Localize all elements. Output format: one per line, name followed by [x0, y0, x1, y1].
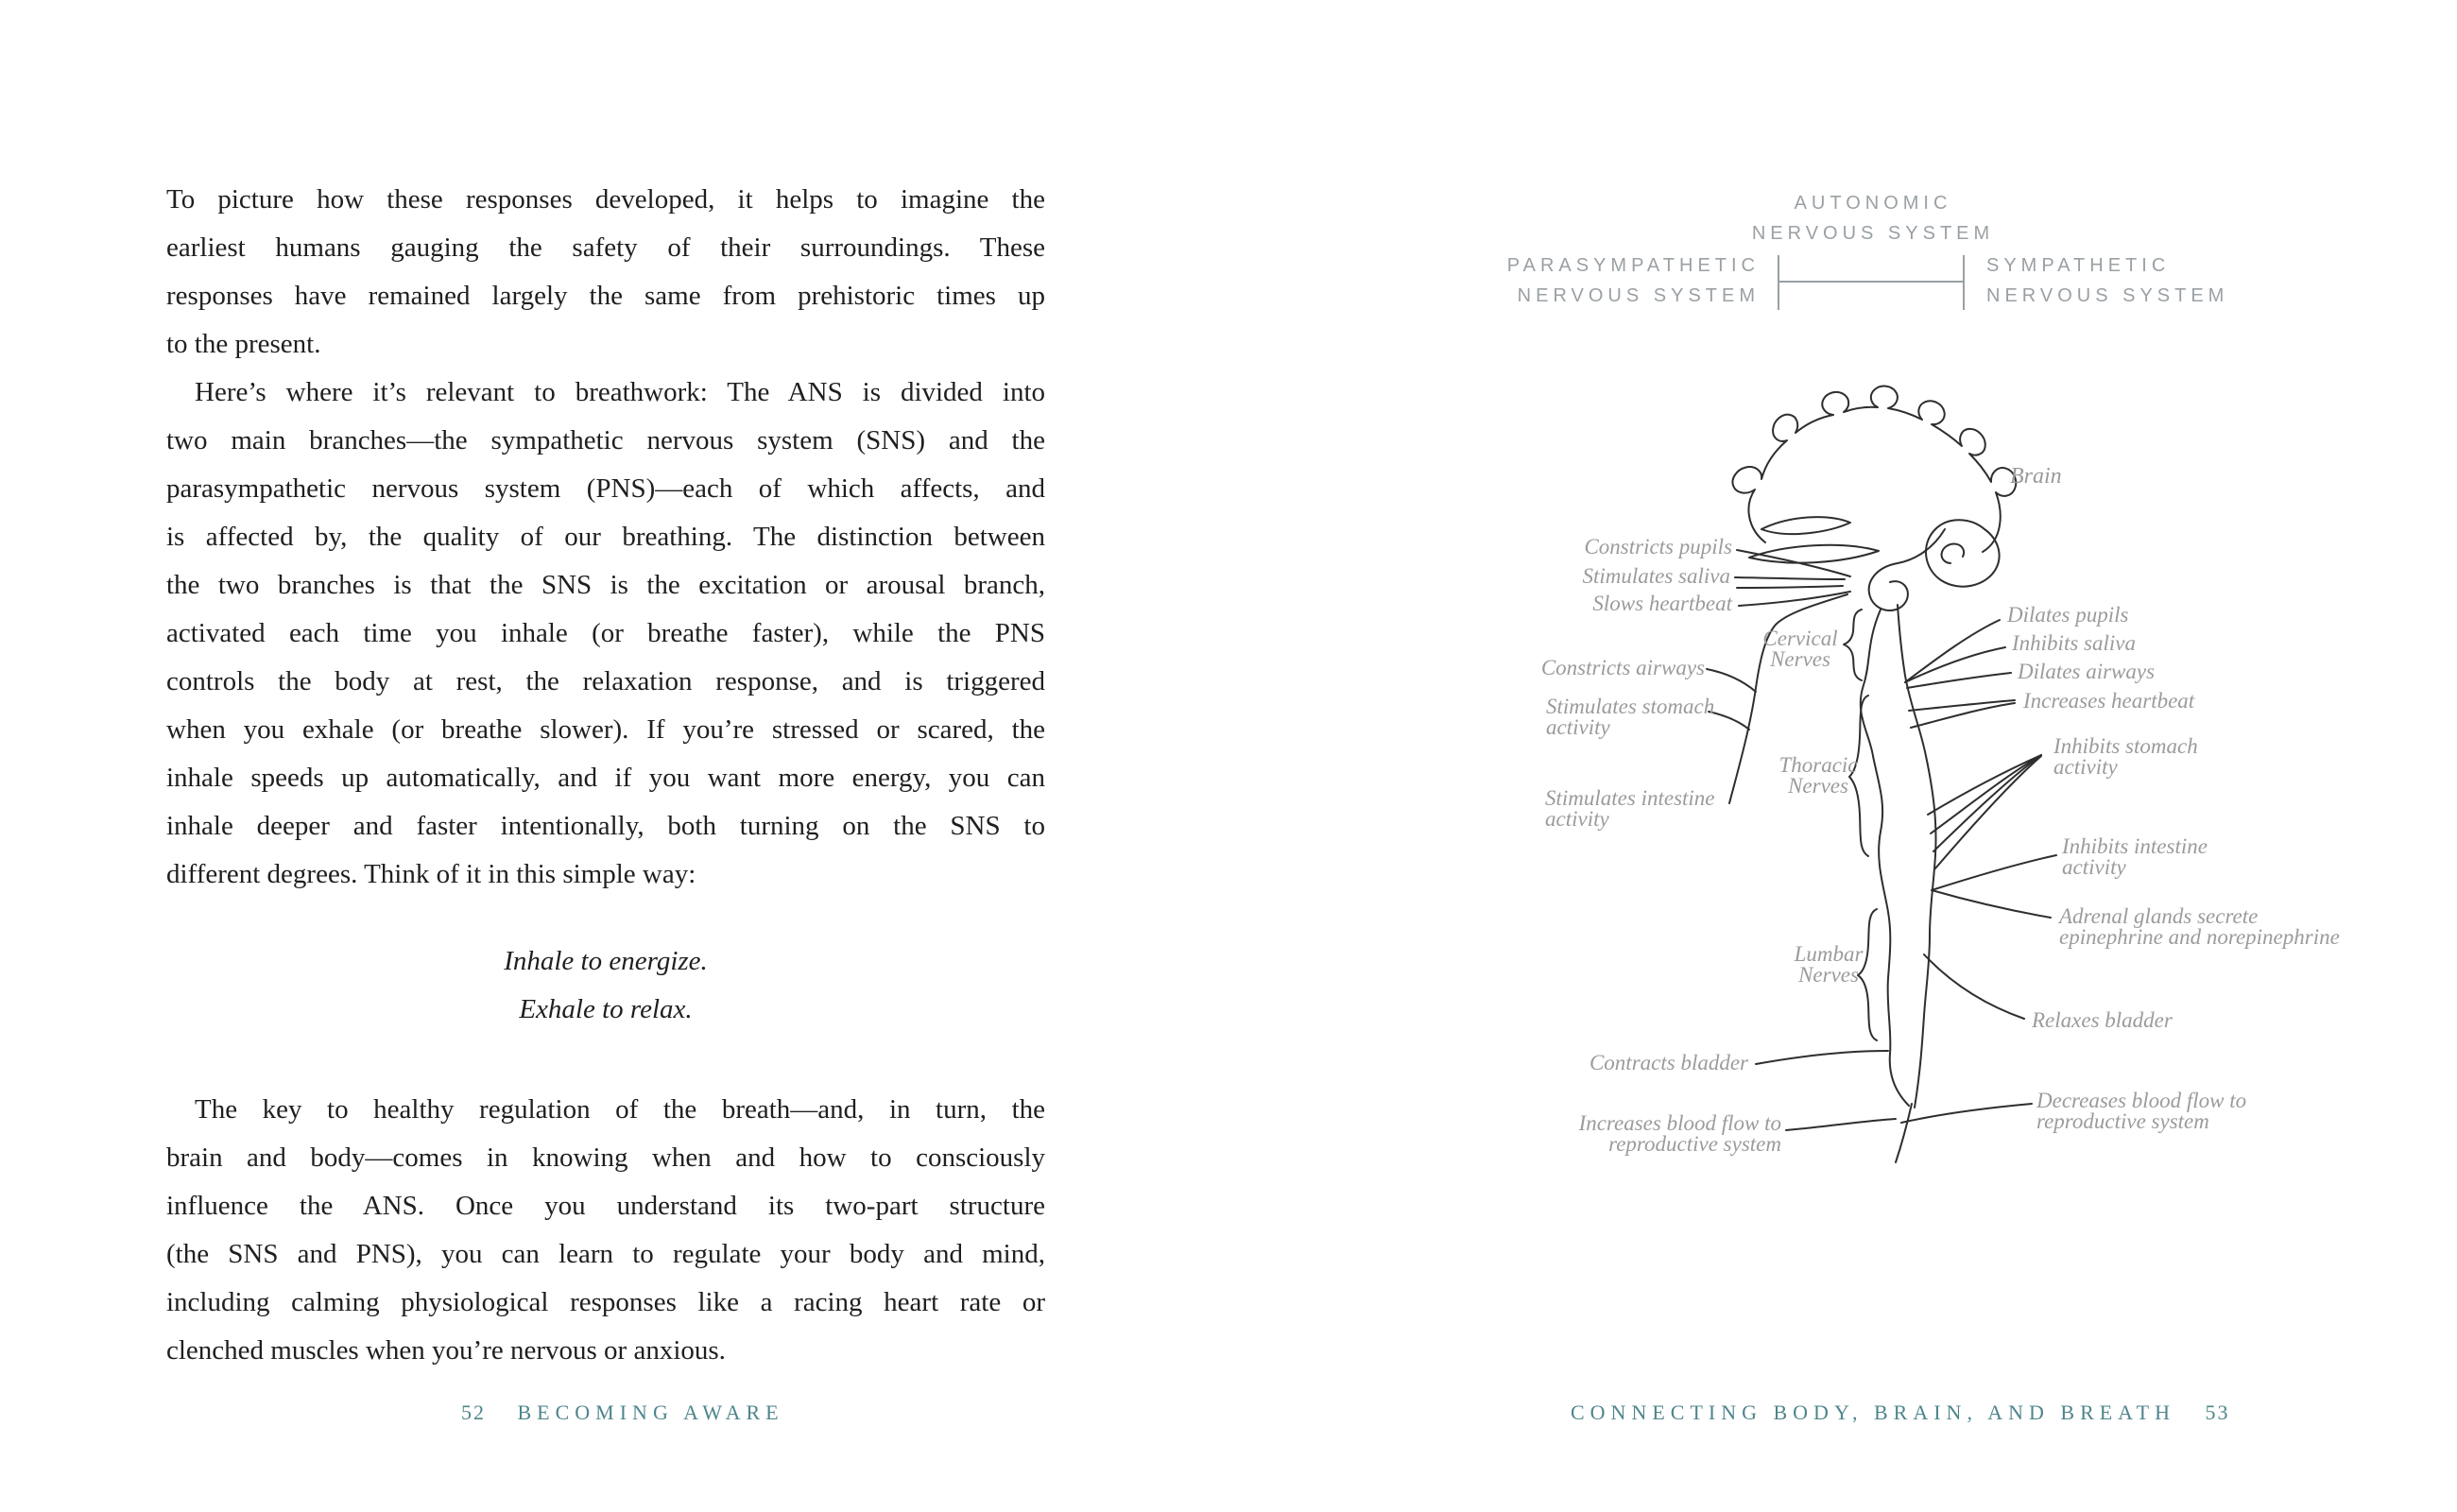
branch-inhibits-stomach-3 — [1933, 755, 2041, 851]
branch-inhibits-intestine — [1932, 855, 2056, 890]
header-bracket — [1778, 255, 1964, 310]
branch-stimulates-saliva-b — [1737, 586, 1843, 588]
body-text-line: To picture how these responses developed, it helps to imagine the — [166, 184, 1045, 215]
body-text-line: activated each time you inhale (or breathe faster), while the PNS — [166, 618, 1045, 648]
branch-adrenal-glands — [1932, 890, 2051, 918]
label-stimulates-intestine-line2: activity — [1545, 807, 1609, 831]
header-parasympathetic-line2: NERVOUS SYSTEM — [1517, 285, 1760, 306]
body-text-line: controls the body at rest, the relaxation response, and is triggered — [166, 666, 1045, 696]
label-increases-heartbeat: Increases heartbeat — [2023, 689, 2195, 713]
body-text-line: the two branches is that the SNS is the excitation or arousal branch, — [166, 570, 1045, 600]
spinal-cord-left-line — [1861, 610, 1909, 1106]
label-slows-heartbeat: Slows heartbeat — [1592, 592, 1732, 615]
label-stimulates-stomach-line2: activity — [1546, 715, 1610, 739]
body-text-line: earliest humans gauging the safety of their surroundings. These — [166, 232, 1045, 263]
header-autonomic-line1: AUTONOMIC — [1794, 193, 1952, 214]
body-text-line: responses have remained largely the same from prehistoric times up — [166, 281, 1045, 311]
label-inhibits-stomach-line2: activity — [2053, 755, 2118, 779]
label-lumbar-nerves-line2: Nerves — [1798, 963, 1859, 987]
label-stimulates-intestine-line1: Stimulates intestine — [1545, 786, 1715, 810]
label-stimulates-saliva: Stimulates saliva — [1582, 564, 1730, 588]
branch-constricts-airways — [1707, 669, 1756, 692]
branch-decreases-blood-flow — [1901, 1104, 2032, 1123]
body-text-line: Here’s where it’s relevant to breathwork: The ANS is divided into — [195, 377, 1045, 407]
branch-stimulates-saliva-a — [1735, 577, 1845, 579]
label-adrenal-glands-line2: epinephrine and norepinephrine — [2059, 925, 2340, 949]
label-decreases-blood-flow-line2: reproductive system — [2036, 1109, 2209, 1133]
label-lumbar-nerves-line1: Lumbar — [1794, 942, 1864, 966]
branch-relaxes-bladder — [1924, 954, 2024, 1019]
label-thoracic-nerves-line2: Nerves — [1788, 774, 1848, 798]
header-sympathetic-line1: SYMPATHETIC — [1986, 255, 2171, 276]
body-text-line: different degrees. Think of it in this simple way: — [166, 859, 696, 889]
body-text-line: inhale speeds up automatically, and if you want more energy, you can — [166, 763, 1045, 793]
body-text-line: inhale deeper and faster intentionally, both turning on the SNS to — [166, 811, 1045, 841]
body-text-line: (the SNS and PNS), you can learn to regulate your body and mind, — [166, 1239, 1045, 1269]
running-title-left: BECOMING AWARE — [517, 1400, 784, 1424]
header-sympathetic-line2: NERVOUS SYSTEM — [1986, 285, 2229, 306]
pull-quote-line: Inhale to energize. — [504, 946, 708, 976]
branch-increases-blood-flow — [1786, 1119, 1896, 1130]
label-cervical-nerves-line1: Cervical — [1762, 627, 1838, 650]
branch-increases-heartbeat-b — [1911, 703, 2015, 728]
running-title-right: CONNECTING BODY, BRAIN, AND BREATH — [1571, 1400, 2175, 1424]
label-inhibits-saliva: Inhibits saliva — [2012, 631, 2136, 655]
branch-inhibits-saliva — [1905, 647, 2005, 682]
branch-stimulates-stomach — [1709, 712, 1749, 730]
body-text-line: including calming physiological responses like a racing heart rate or — [166, 1287, 1045, 1317]
label-inhibits-intestine-line1: Inhibits intestine — [2062, 834, 2208, 858]
label-constricts-pupils: Constricts pupils — [1584, 535, 1732, 558]
page-number-right: 53 — [2205, 1400, 2230, 1424]
label-inhibits-intestine-line2: activity — [2062, 855, 2126, 879]
label-constricts-airways: Constricts airways — [1540, 656, 1705, 679]
label-thoracic-nerves-line1: Thoracic — [1778, 753, 1858, 777]
label-dilates-airways: Dilates airways — [2018, 660, 2156, 683]
spinal-cord-tail — [1896, 1104, 1912, 1162]
header-parasympathetic-line1: PARASYMPATHETIC — [1506, 255, 1760, 276]
spinal-cord-right-line — [1898, 605, 1936, 1108]
page-number-left: 52 — [461, 1400, 486, 1424]
cervical-brace — [1844, 610, 1862, 680]
branch-inhibits-stomach-4 — [1935, 756, 2041, 868]
label-dilates-pupils: Dilates pupils — [2007, 603, 2129, 627]
body-text-line: clenched muscles when you’re nervous or anxious. — [166, 1335, 726, 1366]
label-cervical-nerves-line2: Nerves — [1770, 647, 1830, 671]
branch-contracts-bladder — [1756, 1051, 1888, 1064]
pull-quote-line: Exhale to relax. — [519, 994, 693, 1024]
label-contracts-bladder: Contracts bladder — [1589, 1051, 1748, 1074]
header-autonomic-line2: NERVOUS SYSTEM — [1751, 223, 1995, 244]
label-decreases-blood-flow-line1: Decreases blood flow to — [2036, 1089, 2247, 1112]
body-text-line: is affected by, the quality of our breathing. The distinction between — [166, 522, 1045, 552]
body-text-line: brain and body—comes in knowing when and how to consciously — [166, 1143, 1045, 1173]
spinal-cord — [1861, 605, 1936, 1162]
label-stimulates-stomach-line1: Stimulates stomach — [1546, 695, 1715, 718]
lumbar-brace — [1858, 909, 1877, 1040]
body-text-line: parasympathetic nervous system (PNS)—each of which affects, and — [166, 473, 1045, 504]
body-text-line: when you exhale (or breathe slower). If you’re stressed or scared, the — [166, 714, 1045, 745]
body-text-line: two main branches—the sympathetic nervous system (SNS) and the — [166, 425, 1045, 455]
label-increases-blood-flow-line1: Increases blood flow to — [1578, 1111, 1781, 1135]
label-increases-blood-flow-line2: reproductive system — [1608, 1132, 1781, 1156]
label-inhibits-stomach-line1: Inhibits stomach — [2053, 734, 2198, 758]
label-adrenal-glands-line1: Adrenal glands secrete — [2059, 904, 2259, 928]
branch-inhibits-stomach-1 — [1928, 755, 2041, 815]
body-text-line: to the present. — [166, 329, 321, 359]
body-text-line: The key to healthy regulation of the breath—and, in turn, the — [195, 1094, 1045, 1125]
body-text-line: influence the ANS. Once you understand its two-part structure — [166, 1191, 1045, 1221]
label-relaxes-bladder: Relaxes bladder — [2032, 1008, 2173, 1032]
label-brain: Brain — [2010, 464, 2062, 489]
brain-drawing — [1732, 387, 2016, 610]
